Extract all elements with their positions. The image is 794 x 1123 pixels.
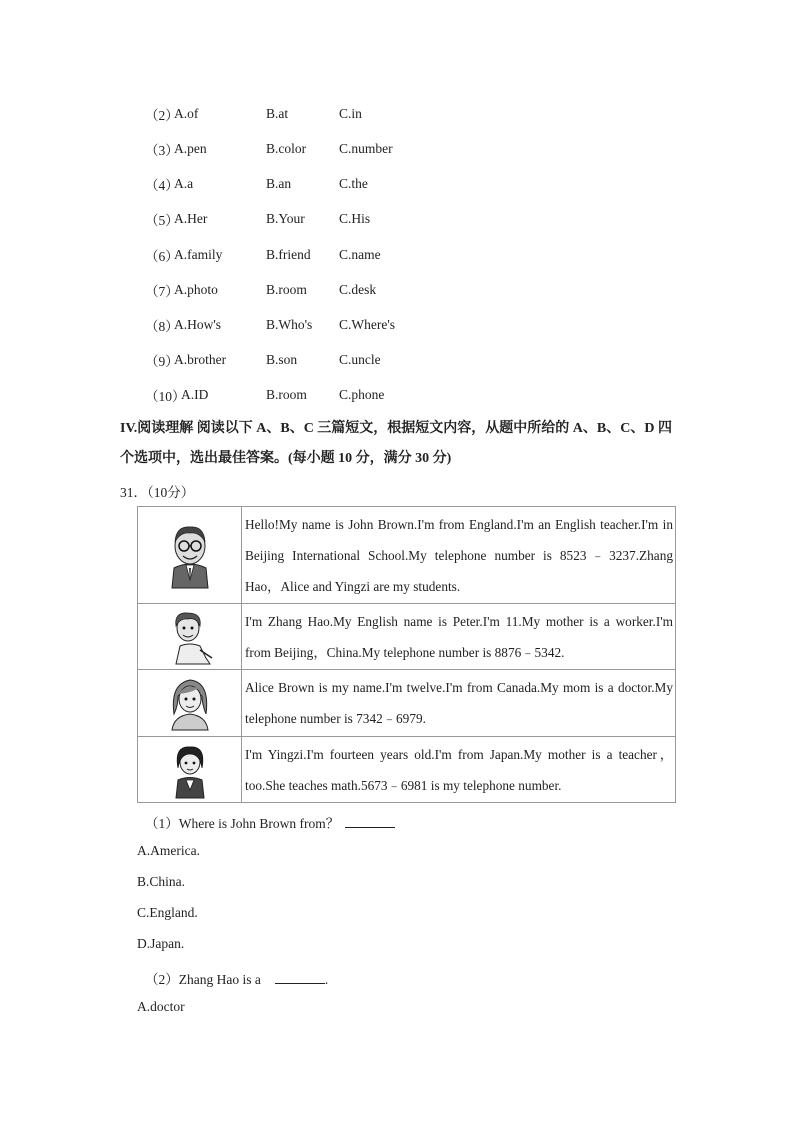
option-number: （3）	[145, 143, 179, 158]
option-c: C.Where's	[339, 317, 396, 332]
passage-row	[138, 604, 676, 670]
option-b: B.son	[266, 352, 298, 367]
man-with-glasses-icon	[162, 520, 218, 590]
option-a: A.of	[174, 106, 199, 121]
passage-text: I'm Yingzi.I'm fourteen years old.I'm from Japan.My mother is a teacher，too.She teaches math.5673﹣6981 is my telephone number.	[242, 737, 676, 803]
option-b: B.Your	[266, 211, 305, 226]
choice-c[interactable]: C.England.	[137, 905, 198, 920]
option-number: （7）	[145, 284, 179, 299]
option-b: B.color	[266, 141, 307, 156]
option-number: （9）	[145, 354, 179, 369]
sentence-end: .	[324, 972, 329, 987]
option-a: A.How's	[174, 317, 222, 332]
option-c: C.in	[339, 106, 362, 121]
option-b: B.friend	[266, 247, 311, 262]
passage-text: Alice Brown is my name.I'm twelve.I'm from Canada.My mom is a doctor.My telephone number is 7342﹣6979.	[242, 670, 676, 737]
answer-blank[interactable]	[275, 971, 325, 984]
passage-row	[138, 507, 676, 604]
girl-long-hair-icon	[162, 674, 218, 732]
option-a: A.Her	[174, 211, 208, 226]
option-b: B.Who's	[266, 317, 313, 332]
option-b: B.room	[266, 282, 307, 297]
option-number: （4）	[145, 178, 179, 193]
option-number: （6）	[145, 249, 179, 264]
passages-table	[137, 506, 676, 803]
passage-text: Hello!My name is John Brown.I'm from England.I'm an English teacher.I'm in Beijing International School.My telephone number is 8523﹣3237.Zhang Hao，Alice and Yingzi are my students.	[242, 507, 676, 604]
sub-question-2-prompt: （2）Zhang Hao is a	[145, 972, 261, 987]
option-b: B.at	[266, 106, 289, 121]
option-b: B.an	[266, 176, 292, 191]
sub-question-1	[145, 812, 395, 832]
sub-question-1-prompt: （1）Where is John Brown from？	[145, 816, 340, 831]
option-a: A.pen	[174, 141, 207, 156]
option-number: （8）	[145, 319, 179, 334]
passage-row	[138, 670, 676, 737]
option-c: C.His	[339, 211, 371, 226]
choice-a[interactable]: A.doctor	[137, 999, 185, 1014]
option-c: C.uncle	[339, 352, 381, 367]
option-a: A.photo	[174, 282, 218, 297]
passage-picture-cell	[138, 670, 242, 737]
option-a: A.a	[174, 176, 194, 191]
option-a: A.family	[174, 247, 223, 262]
option-c: C.number	[339, 141, 393, 156]
sub-question-2	[145, 968, 328, 988]
girl-short-hair-icon	[162, 740, 218, 800]
question-header: 31．（10分）	[120, 485, 195, 500]
answer-blank[interactable]	[345, 815, 395, 828]
passage-picture-cell	[138, 507, 242, 604]
option-c: C.desk	[339, 282, 377, 297]
option-b: B.room	[266, 387, 307, 402]
option-number: （5）	[145, 213, 179, 228]
option-a: A.brother	[174, 352, 227, 367]
option-a: A.ID	[181, 387, 209, 402]
passage-picture-cell	[138, 604, 242, 670]
passage-row	[138, 737, 676, 803]
option-c: C.name	[339, 247, 381, 262]
choice-d[interactable]: D.Japan.	[137, 936, 185, 951]
option-c: C.phone	[339, 387, 385, 402]
passage-text: I'm Zhang Hao.My English name is Peter.I'm 11.My mother is a worker.I'm from Beijing，China.My telephone number is 8876﹣5342.	[242, 604, 676, 670]
boy-icon	[162, 608, 218, 666]
choice-a[interactable]: A.America.	[137, 843, 200, 858]
option-number: （2）	[145, 108, 179, 123]
option-number: （10）	[145, 389, 186, 404]
option-c: C.the	[339, 176, 368, 191]
choice-b[interactable]: B.China.	[137, 874, 186, 889]
passage-picture-cell	[138, 737, 242, 803]
section-heading: IV.阅读理解 阅读以下 A、B、C 三篇短文，根据短文内容，从题中所给的 A、B、C、D 四个选项中，选出最佳答案。(每小题 10 分，满分 30 分)	[120, 421, 672, 466]
